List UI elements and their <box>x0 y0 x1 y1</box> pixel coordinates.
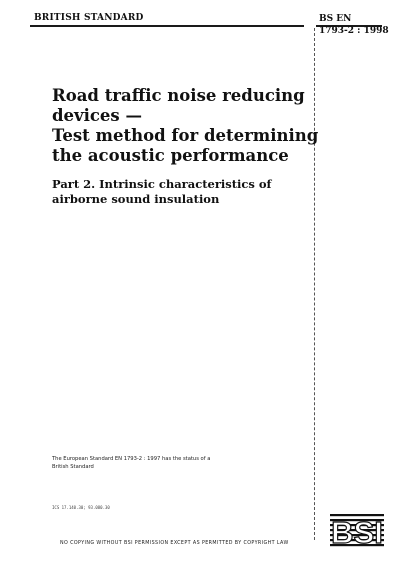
standard-type-label: BRITISH STANDARD <box>34 13 144 23</box>
title-line: Test method for determining <box>52 126 319 145</box>
status-statement <box>52 455 210 471</box>
status-line: The European Standard EN 1793-2 : 1997 has the status of a <box>52 456 211 462</box>
title-line: Road traffic noise reducing <box>52 86 305 105</box>
document-subtitle <box>52 177 302 206</box>
status-line: British Standard <box>52 464 94 470</box>
header-rule <box>30 25 304 27</box>
subtitle-line: Part 2. Intrinsic characteristics of <box>52 177 272 191</box>
standard-number-line1: BS EN <box>319 14 352 24</box>
standard-number <box>319 13 389 37</box>
standard-number-line2: 1793-2 : 1998 <box>319 26 389 36</box>
subtitle-line: airborne sound insulation <box>52 191 220 206</box>
document-title <box>52 86 319 166</box>
copyright-notice: NO COPYING WITHOUT BSI PERMISSION EXCEPT AS PERMITTED BY COPYRIGHT LAW <box>60 541 289 546</box>
title-line: the acoustic performance <box>52 146 289 165</box>
ics-code: ICS 17.140.30; 93.080.30 <box>52 505 110 510</box>
title-line: devices — <box>52 106 142 125</box>
vertical-dashed-divider <box>314 28 315 540</box>
bsi-logo <box>330 512 384 548</box>
bsi-logo-text: BSI <box>331 515 383 548</box>
